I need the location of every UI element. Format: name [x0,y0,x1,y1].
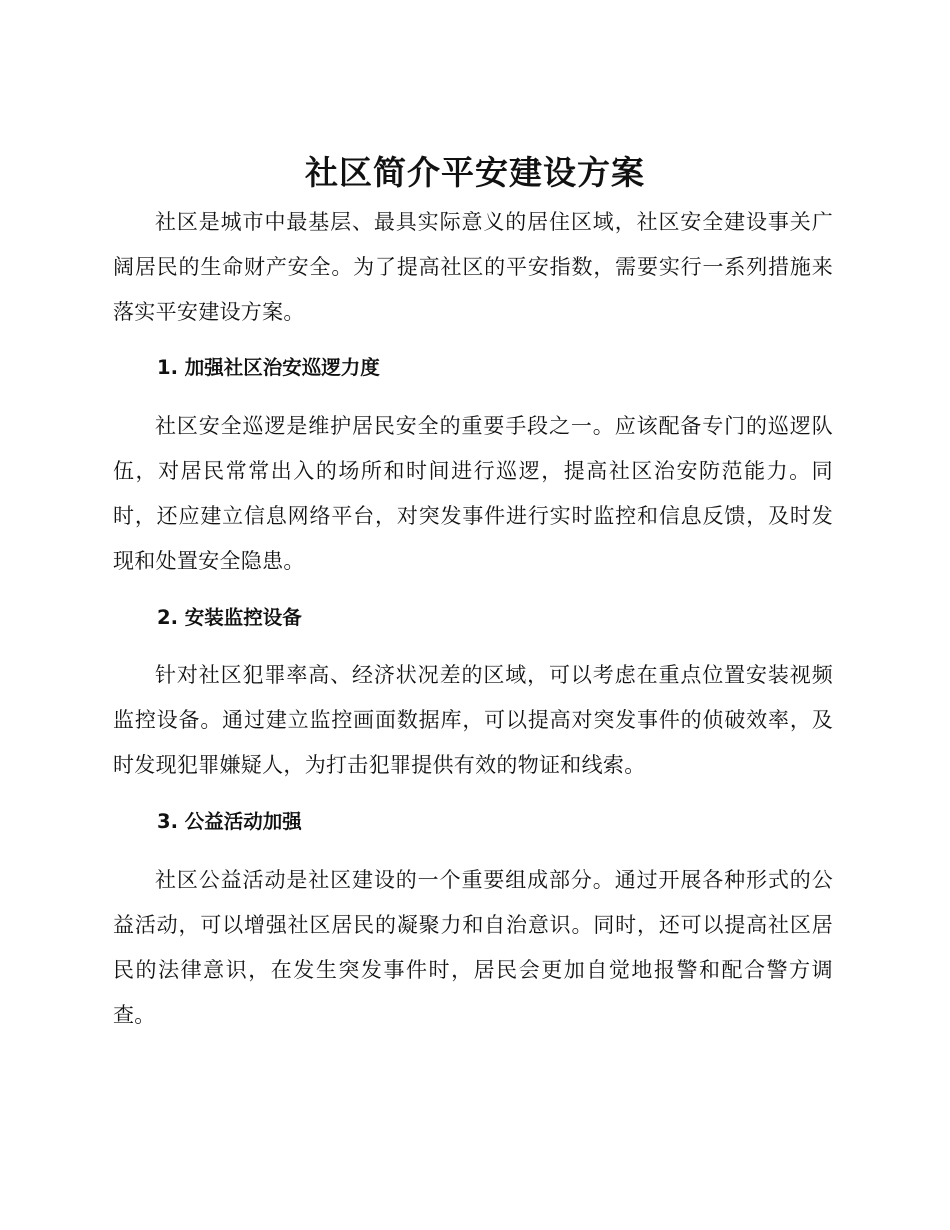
document-title: 社区简介平安建设方案 [305,153,645,192]
section-body-2: 针对社区犯罪率高、经济状况差的区域，可以考虑在重点位置安装视频监控设备。通过建立监控画面数据库，可以提高对突发事件的侦破效率，及时发现犯罪嫌疑人，为打击犯罪提供有效的物证和线索。 [113,663,833,777]
section-heading-2: 2. 安装监控设备 [157,606,302,629]
intro-paragraph: 社区是城市中最基层、最具实际意义的居住区域，社区安全建设事关广阔居民的生命财产安全。为了提高社区的平安指数，需要实行一系列措施来落实平安建设方案。 [113,210,833,324]
section-heading-3: 3. 公益活动加强 [157,810,302,833]
section-body-1: 社区安全巡逻是维护居民安全的重要手段之一。应该配备专门的巡逻队伍，对居民常常出入的场所和时间进行巡逻，提高社区治安防范能力。同时，还应建立信息网络平台，对突发事件进行实时监控和信息反馈，及时发现和处置安全隐患。 [113,414,833,573]
section-heading-1: 1. 加强社区治安巡逻力度 [157,356,380,379]
section-body-3: 社区公益活动是社区建设的一个重要组成部分。通过开展各种形式的公益活动，可以增强社区居民的凝聚力和自治意识。同时，还可以提高社区居民的法律意识，在发生突发事件时，居民会更加自觉地报警和配合警方调查。 [113,868,833,1027]
